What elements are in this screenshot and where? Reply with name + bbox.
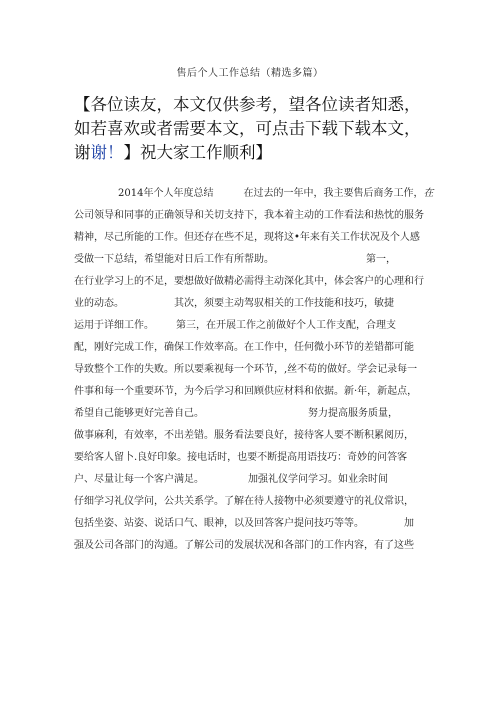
line-segment: 加强礼仪学问学习。如业余时间	[248, 474, 388, 485]
paragraph-line	[74, 513, 436, 535]
line-segment: 导致整个工作的失败。所以要乘视每一个环节，,丝不苟的做好。学会记录每一	[74, 364, 418, 375]
line-segment: 在	[423, 188, 434, 199]
paragraph-line	[74, 359, 436, 381]
paragraph-line	[74, 205, 436, 227]
line-segment: 第一，	[366, 254, 396, 265]
document-title: 售后个人工作总结（精选多篇）	[176, 68, 324, 79]
paragraph-line	[74, 491, 436, 513]
reader-notice	[74, 93, 436, 165]
line-segment: 包括坐姿、站姿、说话口气、眼神，以及回答客户提问技巧等等。	[74, 518, 364, 529]
paragraph-line	[74, 337, 436, 359]
line-segment: 在行业学习上的不足，要想做好做精必需得主动深化其中，体会客户的心理和行	[74, 276, 424, 287]
line-segment: 要给客人留卜.良好印象。接电话时，也要不断提高用语技巧：奇妙的问答客	[74, 452, 408, 463]
line-segment: 第三，在开展工作之前做好个人工作支配，合理支	[176, 320, 396, 331]
line-segment: 强及公司各部门的沟通。了解公司的发展状况和各部门的工作内容，有了这些	[74, 540, 414, 551]
paragraph-line	[74, 469, 436, 491]
line-segment: 努力提高服务质量，	[308, 408, 398, 419]
document-body	[74, 183, 436, 557]
line-segment: 精神，尽己所能的工作。但还存在些不足，现将这•年来有关工作状况及个人感	[74, 232, 420, 243]
line-segment: 其次，须要主动驾驭相关的工作技能和技巧，敏捷	[174, 298, 394, 309]
line-segment: 件事和每一个重要环节，为今后学习和回顾供应材料和依据。新·年，新起点，	[74, 386, 418, 397]
line-segment: 配，刚好完成工作，确保工作效率高。在工作中，任何微小环节的差错都可能	[74, 342, 414, 353]
line-segment: 业的动态。	[74, 298, 124, 309]
paragraph-line	[74, 535, 436, 557]
paragraph-line	[74, 271, 436, 293]
line-segment: 仔细学习礼仪学问，公共关系学。了解在待人接物中必须要遵守的礼仪常识，	[74, 496, 414, 507]
notice-text-closing: 】祝大家工作顺利】	[123, 143, 272, 162]
line-segment: 公司领导和同事的正确领导和关切支持下，我本着主动的工作看法和热忱的服务	[74, 210, 424, 221]
paragraph-line	[74, 293, 436, 315]
line-segment: 做事麻利，有效率，不出差错。服务看法要良好，接待客人要不断积累阅历，	[74, 430, 414, 441]
paragraph-line	[74, 315, 436, 337]
line-segment: 运用于详细工作。	[74, 320, 154, 331]
paragraph-line	[74, 425, 436, 447]
paragraph-line	[74, 183, 436, 205]
line-segment: 在过去的一年中，我主要售后商务工作，	[243, 188, 424, 199]
line-segment: 希望自己能够更好完善自己。	[74, 408, 204, 419]
paragraph-line	[74, 249, 436, 271]
line-segment: 2014年个人年度总结	[118, 188, 214, 199]
paragraph-line	[74, 381, 436, 403]
line-segment: 受做一下总结，希望能对日后工作有所帮助。	[74, 254, 274, 265]
paragraph-line	[74, 447, 436, 469]
notice-text-main: 【各位读友，本文仅供参考，望各位读者知悉，如若喜欢或者需要本文，可点击下载下载本文，谢	[74, 95, 421, 162]
line-segment: 户、尽量让每一个客户满足。	[74, 474, 204, 485]
paragraph-line	[74, 227, 436, 249]
line-segment: 加	[404, 518, 414, 529]
paragraph-line	[74, 403, 436, 425]
notice-text-thanks: 谢！	[90, 143, 124, 162]
